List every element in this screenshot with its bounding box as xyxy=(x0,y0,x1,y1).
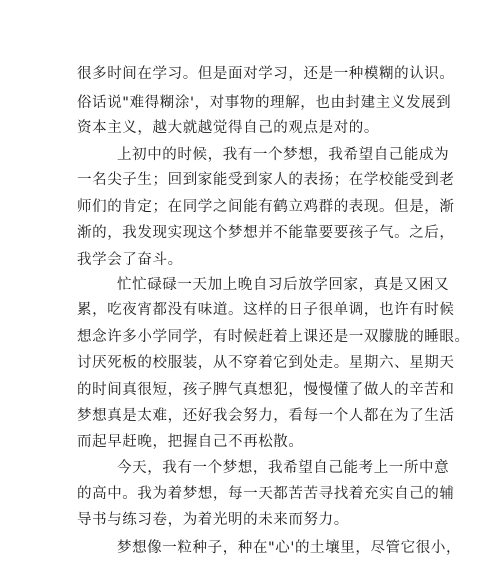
text-line: 师们的肯定；在同学之间能有鹤立鸡群的表现。但是，渐 xyxy=(77,199,455,215)
text-line: 今天，我有一个梦想，我希望自己能考上一所中意 xyxy=(117,460,450,476)
text-line: 上初中的时候，我有一个梦想，我希望自己能成为 xyxy=(117,147,450,163)
text-line: 俗话说"难得糊涂'，对事物的理解，也由封建主义发展到 xyxy=(77,95,452,111)
text-line: 梦想真是太难，还好我会努力，看每一个人都在为了生活 xyxy=(77,408,455,424)
text-line: 梦想像一粒种子，种在"心'的土壤里，尽管它很小， xyxy=(117,540,462,556)
text-line: 忙忙碌碌一天加上晚自习后放学回家，真是又困又 xyxy=(117,277,450,293)
text-line: 的高中。我为着梦想，每一天都苦苦寻找着充实自己的辅 xyxy=(77,486,455,502)
text-line: 一名尖子生；回到家能受到家人的表扬；在学校能受到老 xyxy=(77,172,455,188)
text-line: 讨厌死板的校服装，从不穿着它到处走。星期六、星期天 xyxy=(77,355,455,371)
text-line: 我学会了奋斗。 xyxy=(77,252,183,268)
text-line: 导书与练习卷，为着光明的未来而努力。 xyxy=(77,512,349,528)
text-line: 渐的，我发现实现这个梦想并不能靠要要孩子气。之后， xyxy=(77,225,455,241)
text-line: 的时间真很短，孩子脾气真想犯，慢慢懂了做人的辛苦和 xyxy=(77,382,455,398)
text-line: 想念许多小学同学，有时候赶着上课还是一双朦胧的睡眼。 xyxy=(77,329,470,345)
text-line: 资本主义，越大就越觉得自己的观点是对的。 xyxy=(77,120,379,136)
text-line: 很多时间在学习。但是面对学习，还是一种模糊的认识。 xyxy=(77,66,455,82)
text-line: 而起早赶晚，把握自己不再松散。 xyxy=(77,434,304,450)
text-line: 累，吃夜宵都没有味道。这样的日子很单调，也许有时候 xyxy=(77,302,455,318)
